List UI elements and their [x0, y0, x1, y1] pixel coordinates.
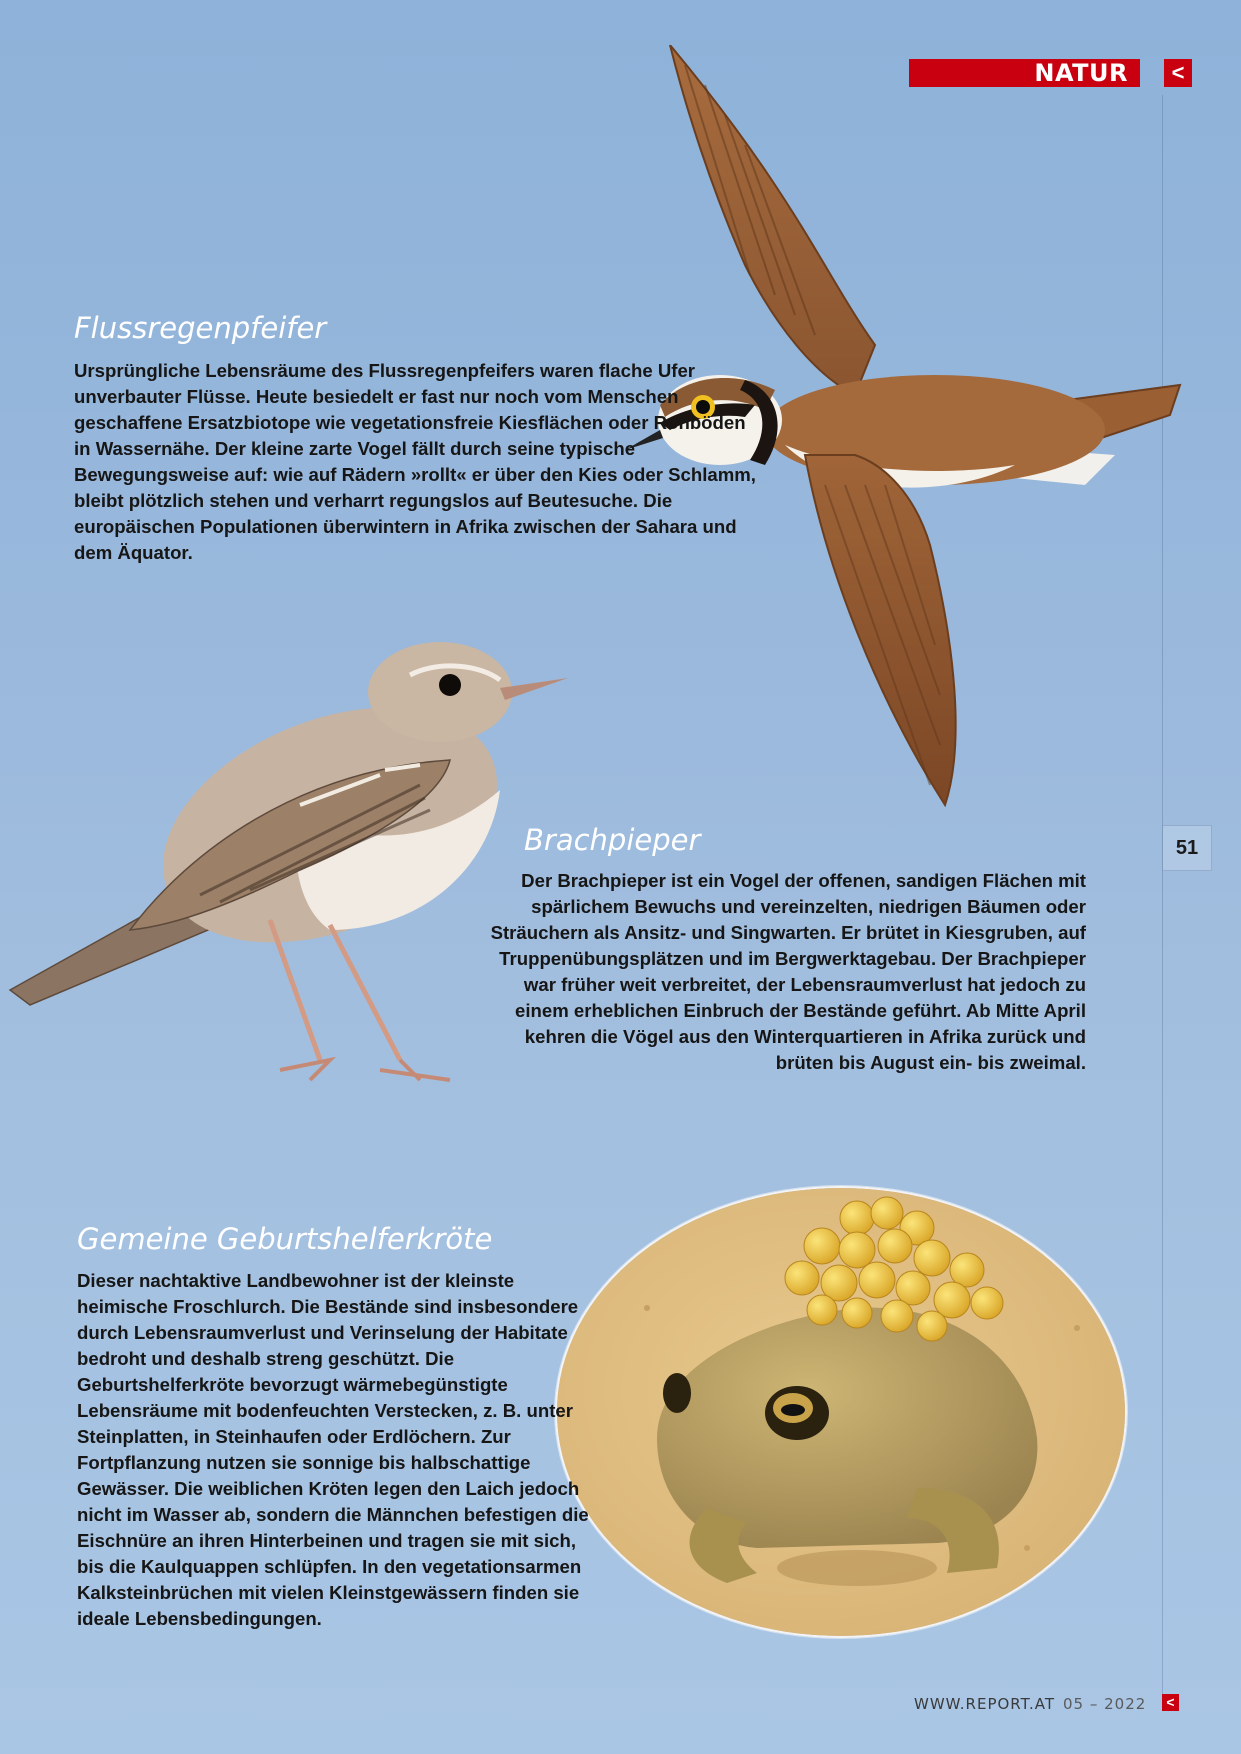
article-title-brachpieper: Brachpieper	[524, 823, 701, 857]
toad-photo	[555, 1186, 1127, 1638]
footer-url[interactable]: WWW.REPORT.AT	[914, 1695, 1056, 1713]
article-text-flussregenpfeifer: Ursprüngliche Lebensräume des Flussregenpfeifers waren flache Ufer unverbauter Flüsse. Heute besiedelt er fast nur noch vom Menschen geschaffene Ersatzbiotope wie vegetationsfreie Kiesflächen oder Rohböden in Wassernähe. Der kleine zarte Vogel fällt durch seine typische Bewegungsweise auf: wie auf Rädern »rollt« er über den Kies oder Schlamm, bleibt plötzlich stehen und verharrt regungslos auf Beutesuche. Die europäischen Populationen überwintern in Afrika zwischen der Sahara und dem Äquator.	[74, 360, 756, 563]
footer-issue: 05 – 2022	[1063, 1695, 1147, 1713]
section-label: NATUR	[909, 59, 1140, 87]
article-title-geburtshelferkroete: Gemeine Geburtshelferkröte	[77, 1222, 493, 1256]
article-title-flussregenpfeifer: Flussregenpfeifer	[74, 311, 327, 345]
footer-back-button[interactable]: <	[1162, 1694, 1179, 1711]
article-text-geburtshelferkroete: Dieser nachtaktive Landbewohner ist der kleinste heimische Froschlurch. Die Bestände sind insbesondere durch Lebensraumverlust und Verinselung der Habitate bedroht und deshalb streng geschützt. Die Geburtshelferkröte bevorzugt wärmebegünstigte Lebensräume mit bodenfeuchten Verstecken, z. B. unter Steinplatten, in Steinhaufen oder Erdlöchern. Zur Fortpflanzung nutzen sie sonnige bis halbschattige Gewässer. Die weiblichen Kröten legen den Laich jedoch nicht im Wasser ab, sondern die Männchen befestigen die Eischnüre an ihren Hinterbeinen und tragen sie mit sich, bis die Kaulquappen schlüpfen. In den vegetationsarmen Kalksteinbrüchen mit vielen Kleinstgewässern finden sie ideale Lebensbedingungen.	[77, 1270, 589, 1629]
article-text-brachpieper: Der Brachpieper ist ein Vogel der offenen, sandigen Flächen mit spärlichem Bewuchs und vereinzelten, niedrigen Bäumen oder Sträuchern als Ansitz- und Singwarten. Er brütet in Kiesgruben, auf Truppenübungsplätzen und im Bergwerktagebau. Der Brachpieper war früher weit verbreitet, der Lebensraumverlust hat jedoch zu einem erheblichen Einbruch der Bestände geführt. Ab Mitte April kehren die Vögel aus den Winterquartieren in Afrika zurück und brüten bis August ein- bis zweimal.	[490, 870, 1086, 1073]
page-number: 51	[1162, 825, 1212, 871]
back-button[interactable]: <	[1164, 59, 1192, 87]
